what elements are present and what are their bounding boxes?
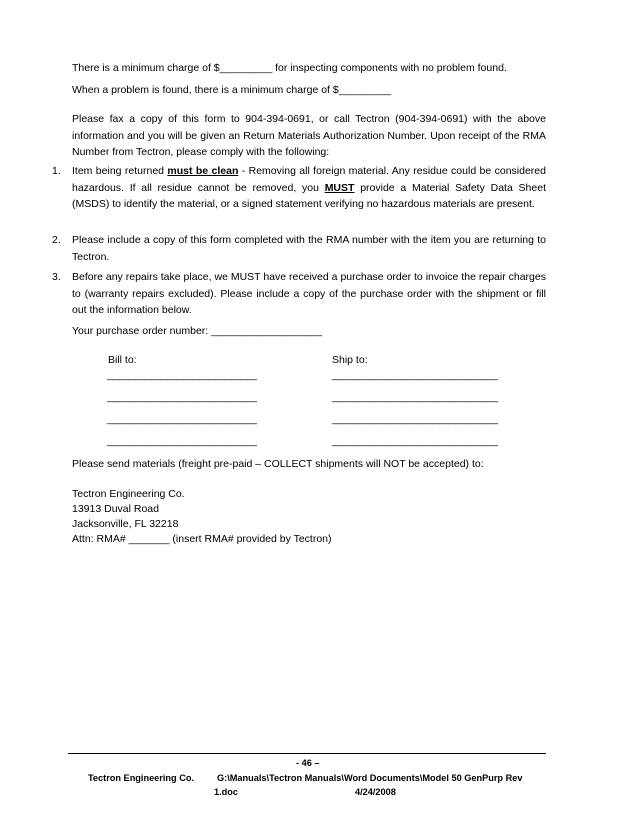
must-be-clean-emphasis: must be clean	[167, 165, 239, 177]
minimum-charge-no-problem: There is a minimum charge of $_________ for inspecting components with no problem found.	[72, 62, 507, 74]
fax-instructions: Please fax a copy of this form to 904-394-0691, or call Tectron (904-394-0691) with the above information and you will be given an Return Materials Authorization Number. Upon receipt of the RMA Number from Tectron, please comply with the following:	[72, 113, 546, 158]
item-1-pre: Item being returned	[72, 165, 168, 177]
footer-date: 4/24/2008	[355, 787, 396, 797]
shipping-instructions: Please send materials (freight pre-paid – COLLECT shipments will NOT be accepted) to:	[72, 458, 484, 470]
footer-company: Tectron Engineering Co.	[88, 773, 195, 783]
item-1-mid: - Removing all foreign material. Any residue could be considered hazardous. If all residue cannot be removed, you	[72, 165, 546, 194]
item-number: 1.	[52, 165, 61, 177]
item-number: 3.	[52, 271, 61, 283]
item-2-text: Please include a copy of this form completed with the RMA number with the item you are returning to Tectron.	[72, 234, 546, 263]
item-3-text: Before any repairs take place, we MUST have received a purchase order to invoice the repair charges to (warranty repairs excluded). Please include a copy of the purchase order with the shipment or fill out the information below.	[72, 271, 546, 316]
bill-to-label: Bill to:	[108, 354, 137, 366]
item-1-post: provide a Material Safety Data Sheet (MSDS) to identify the material, or a signed statement verifying no hazardous materials are present.	[72, 181, 546, 210]
bill-to-line[interactable]: ____________________________	[107, 413, 257, 425]
item-number: 2.	[52, 234, 61, 246]
bill-to-line[interactable]: ____________________________	[107, 369, 257, 381]
footer-divider	[68, 753, 546, 754]
must-emphasis: MUST	[324, 181, 355, 194]
address-attn: Attn: RMA# _______ (insert RMA# provided by Tectron)	[72, 533, 332, 545]
address-company: Tectron Engineering Co.	[72, 488, 185, 500]
footer-file-path: G:\Manuals\Tectron Manuals\Word Documents\Model 50 GenPurp Rev	[217, 773, 523, 783]
footer-file-path-cont: 1.doc	[214, 787, 238, 797]
ship-to-line[interactable]: _______________________________	[332, 435, 498, 447]
minimum-charge-problem: When a problem is found, there is a minimum charge of $_________	[72, 84, 392, 96]
address-city: Jacksonville, FL 32218	[72, 518, 179, 530]
bill-to-line[interactable]: ____________________________	[107, 391, 257, 403]
bill-to-line[interactable]: ____________________________	[107, 435, 257, 447]
ship-to-line[interactable]: _______________________________	[332, 413, 498, 425]
ship-to-line[interactable]: _______________________________	[332, 369, 498, 381]
item-1-text	[72, 163, 546, 213]
ship-to-line[interactable]: _______________________________	[332, 391, 498, 403]
purchase-order-number-field[interactable]: Your purchase order number: ___________________	[72, 325, 323, 337]
ship-to-label: Ship to:	[332, 354, 368, 366]
address-street: 13913 Duval Road	[72, 503, 159, 515]
page-number: - 46 –	[296, 758, 320, 768]
